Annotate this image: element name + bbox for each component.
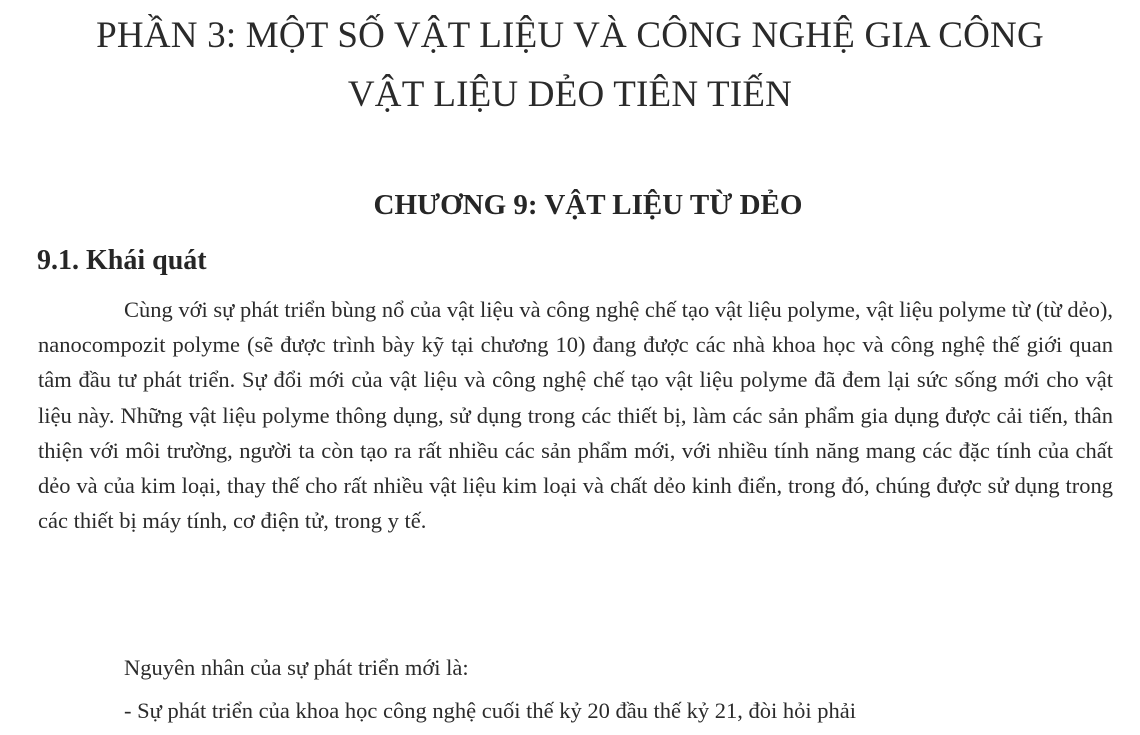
body-paragraph-reasons: Nguyên nhân của sự phát triển mới là: <box>124 655 469 680</box>
body-paragraph-intro: Cùng với sự phát triển bùng nổ của vật liệu và công nghệ chế tạo vật liệu polyme, vật liệu polyme từ (từ dẻo), nanocompozit polyme (sẽ được trình bày kỹ tại chương 10) đang được các nhà khoa học và công nghệ thế giới quan tâm đầu tư phát triển. Sự đổi mới của vật liệu và công nghệ chế tạo vật liệu polyme đã đem lại sức sống mới cho vật liệu này. Những vật liệu polyme thông dụng, sử dụng trong các thiết bị, làm các sản phẩm gia dụng được cải tiến, thân thiện với môi trường, người ta còn tạo ra rất nhiều các sản phẩm mới, với nhiều tính năng mang các đặc tính của chất dẻo và của kim loại, thay thế cho rất nhiều vật liệu kim loại và chất dẻo kinh điển, trong đó, chúng được sử dụng trong các thiết bị máy tính, cơ điện tử, trong y tế. <box>38 297 1113 534</box>
part-title-line-1: PHẦN 3: MỘT SỐ VẬT LIỆU VÀ CÔNG NGHỆ GIA CÔNG <box>96 15 1044 56</box>
chapter-title: CHƯƠNG 9: VẬT LIỆU TỪ DẺO <box>373 189 803 221</box>
part-title-line-2: VẬT LIỆU DẺO TIÊN TIẾN <box>347 74 793 115</box>
section-heading: 9.1. Khái quát <box>37 245 207 276</box>
body-paragraph-list-item: - Sự phát triển của khoa học công nghệ cuối thế kỷ 20 đầu thế kỷ 21, đòi hỏi phải <box>124 698 857 723</box>
